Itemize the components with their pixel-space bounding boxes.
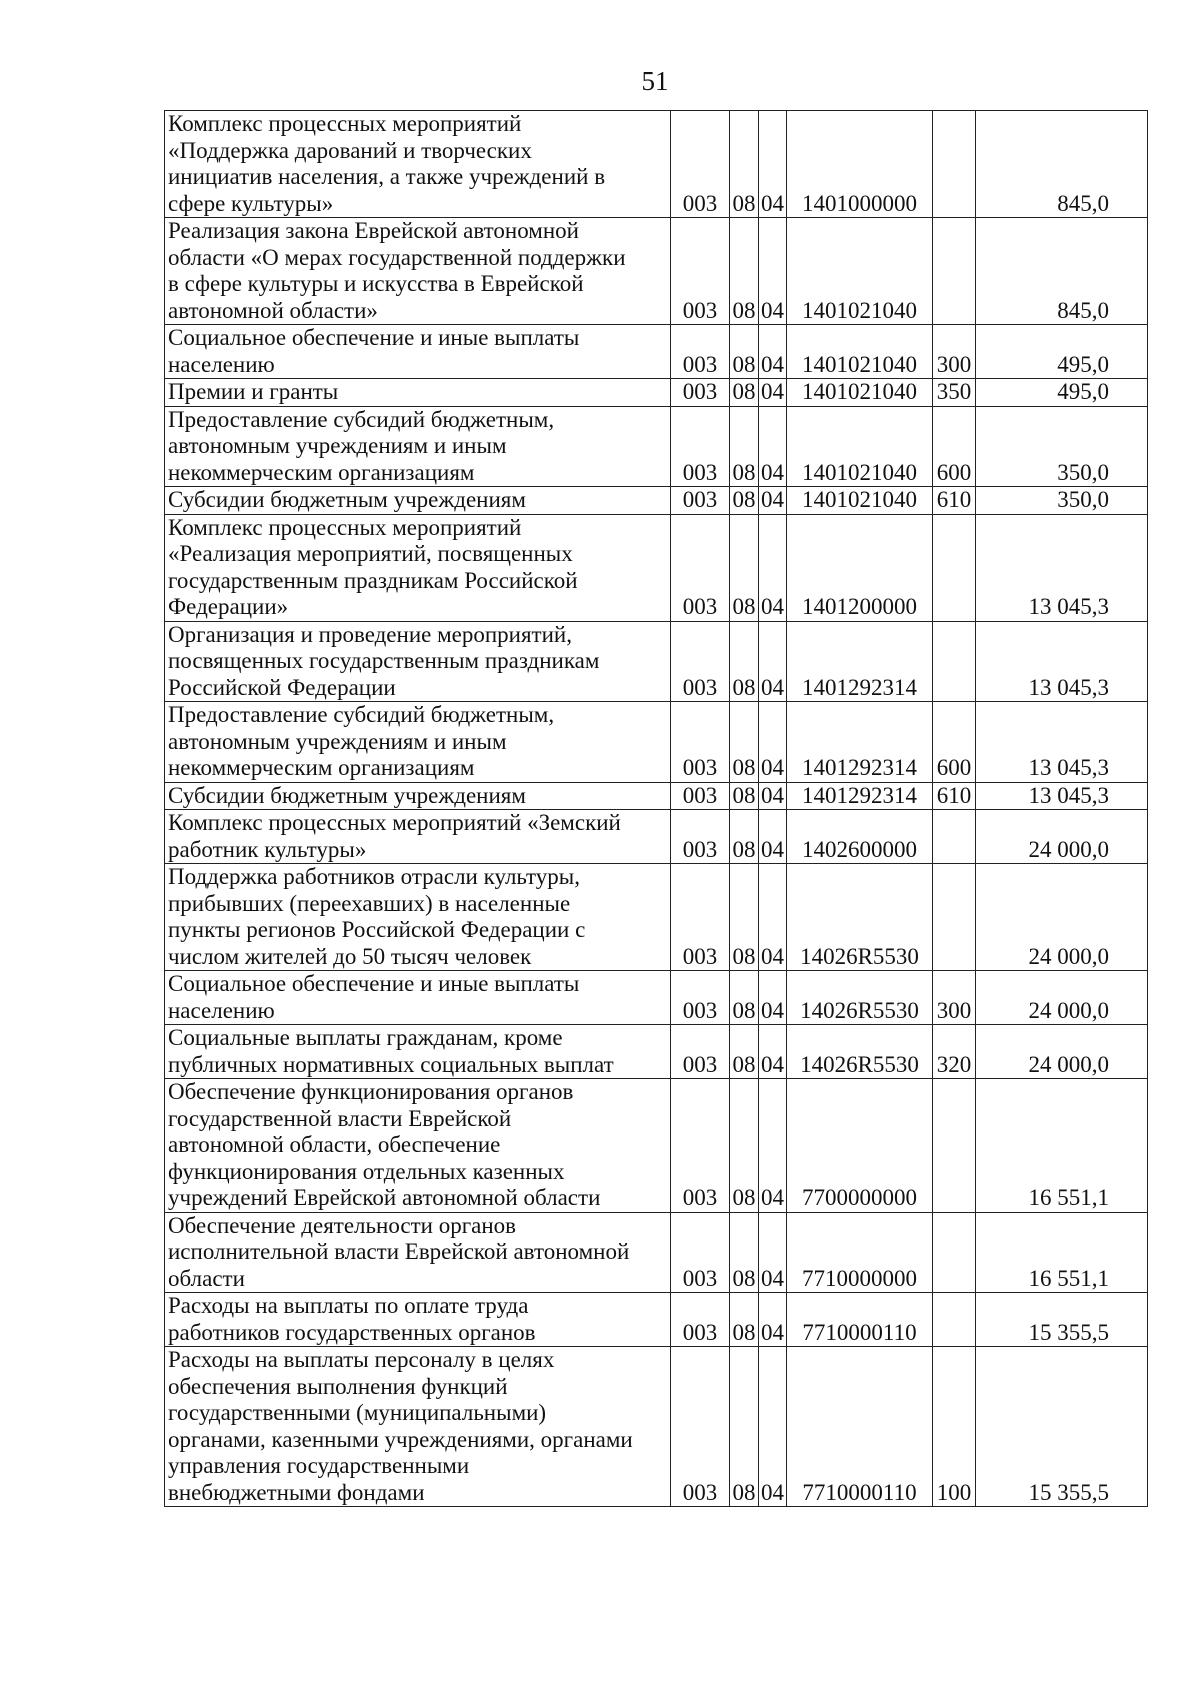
row-name: Социальные выплаты гражданам, кроме публичных нормативных социальных выплат (165, 1025, 671, 1079)
row-name: Предоставление субсидий бюджетным, автономным учреждениям и иным некоммерческим организациям (165, 406, 671, 487)
section-code: 08 (730, 810, 759, 864)
expense-type (933, 218, 976, 325)
subsection-code: 04 (759, 810, 787, 864)
section-code: 08 (730, 971, 759, 1025)
row-name: Комплекс процессных мероприятий «Реализация мероприятий, посвященных государственным праздникам Российской Федерации» (165, 514, 671, 621)
ministry-code: 003 (671, 1293, 730, 1347)
row-name: Социальное обеспечение и иные выплаты населению (165, 325, 671, 379)
section-code: 08 (730, 487, 759, 515)
subsection-code: 04 (759, 514, 787, 621)
amount: 495,0 (976, 379, 1148, 407)
amount: 16 551,1 (976, 1212, 1148, 1293)
amount: 350,0 (976, 487, 1148, 515)
section-code: 08 (730, 325, 759, 379)
target-article: 7710000110 (787, 1347, 933, 1507)
row-name: Обеспечение деятельности органов исполнительной власти Еврейской автономной области (165, 1212, 671, 1293)
section-code: 08 (730, 379, 759, 407)
amount: 16 551,1 (976, 1079, 1148, 1213)
section-code: 08 (730, 782, 759, 810)
amount: 350,0 (976, 406, 1148, 487)
row-name: Расходы на выплаты по оплате труда работников государственных органов (165, 1293, 671, 1347)
section-code: 08 (730, 218, 759, 325)
section-code: 08 (730, 111, 759, 218)
ministry-code: 003 (671, 379, 730, 407)
subsection-code: 04 (759, 621, 787, 702)
expense-type: 300 (933, 325, 976, 379)
row-name: Социальное обеспечение и иные выплаты населению (165, 971, 671, 1025)
amount: 15 355,5 (976, 1293, 1148, 1347)
expense-type (933, 1293, 976, 1347)
subsection-code: 04 (759, 702, 787, 783)
target-article: 14026R5530 (787, 971, 933, 1025)
subsection-code: 04 (759, 111, 787, 218)
row-name: Обеспечение функционирования органов государственной власти Еврейской автономной области, обеспечение функционирования отдельных казенных учреждений Еврейской автономной области (165, 1079, 671, 1213)
section-code: 08 (730, 864, 759, 971)
target-article: 1401021040 (787, 218, 933, 325)
table-body (165, 111, 1148, 1507)
amount: 15 355,5 (976, 1347, 1148, 1507)
ministry-code: 003 (671, 810, 730, 864)
ministry-code: 003 (671, 325, 730, 379)
target-article: 14026R5530 (787, 864, 933, 971)
section-code: 08 (730, 1079, 759, 1213)
ministry-code: 003 (671, 864, 730, 971)
ministry-code: 003 (671, 487, 730, 515)
table-row (165, 111, 1148, 218)
ministry-code: 003 (671, 218, 730, 325)
row-name: Расходы на выплаты персоналу в целях обеспечения выполнения функций государственными (муниципальными) органами, казенными учреждениями, органами управления государственными внебюджетными фондами (165, 1347, 671, 1507)
row-name: Реализация закона Еврейской автономной области «О мерах государственной поддержки в сфере культуры и искусства в Еврейской автономной области» (165, 218, 671, 325)
subsection-code: 04 (759, 782, 787, 810)
target-article: 1401292314 (787, 621, 933, 702)
target-article: 1401021040 (787, 379, 933, 407)
table-row (165, 810, 1148, 864)
table-row (165, 971, 1148, 1025)
row-name: Премии и гранты (165, 379, 671, 407)
table-row (165, 1025, 1148, 1079)
expense-type: 100 (933, 1347, 976, 1507)
subsection-code: 04 (759, 971, 787, 1025)
target-article: 1401200000 (787, 514, 933, 621)
subsection-code: 04 (759, 379, 787, 407)
target-article: 1401021040 (787, 406, 933, 487)
amount: 13 045,3 (976, 514, 1148, 621)
expense-type (933, 864, 976, 971)
target-article: 7700000000 (787, 1079, 933, 1213)
subsection-code: 04 (759, 487, 787, 515)
row-name: Поддержка работников отрасли культуры, прибывших (переехавших) в населенные пункты регионов Российской Федерации с числом жителей до 50 тысяч человек (165, 864, 671, 971)
table-row (165, 702, 1148, 783)
row-name: Субсидии бюджетным учреждениям (165, 782, 671, 810)
page-number: 51 (641, 66, 669, 96)
ministry-code: 003 (671, 971, 730, 1025)
section-code: 08 (730, 1347, 759, 1507)
target-article: 1401292314 (787, 702, 933, 783)
expense-type (933, 810, 976, 864)
section-code: 08 (730, 1025, 759, 1079)
ministry-code: 003 (671, 406, 730, 487)
target-article: 1401000000 (787, 111, 933, 218)
row-name: Предоставление субсидий бюджетным, автономным учреждениям и иным некоммерческим организациям (165, 702, 671, 783)
ministry-code: 003 (671, 111, 730, 218)
expense-type (933, 111, 976, 218)
expense-type (933, 1079, 976, 1213)
table-row (165, 406, 1148, 487)
row-name: Комплекс процессных мероприятий «Поддержка дарований и творческих инициатив населения, а также учреждений в сфере культуры» (165, 111, 671, 218)
table-row (165, 487, 1148, 515)
ministry-code: 003 (671, 1079, 730, 1213)
subsection-code: 04 (759, 1025, 787, 1079)
table-row (165, 864, 1148, 971)
expense-type: 350 (933, 379, 976, 407)
ministry-code: 003 (671, 1347, 730, 1507)
table-row (165, 1079, 1148, 1213)
table-row (165, 218, 1148, 325)
section-code: 08 (730, 406, 759, 487)
section-code: 08 (730, 1212, 759, 1293)
expense-type: 600 (933, 702, 976, 783)
expense-type (933, 1212, 976, 1293)
section-code: 08 (730, 1293, 759, 1347)
expense-type: 320 (933, 1025, 976, 1079)
section-code: 08 (730, 702, 759, 783)
subsection-code: 04 (759, 864, 787, 971)
section-code: 08 (730, 514, 759, 621)
amount: 845,0 (976, 218, 1148, 325)
expense-type: 610 (933, 782, 976, 810)
subsection-code: 04 (759, 1293, 787, 1347)
expense-type (933, 621, 976, 702)
amount: 24 000,0 (976, 864, 1148, 971)
subsection-code: 04 (759, 218, 787, 325)
ministry-code: 003 (671, 702, 730, 783)
section-code: 08 (730, 621, 759, 702)
table-row (165, 514, 1148, 621)
table-row (165, 621, 1148, 702)
subsection-code: 04 (759, 1079, 787, 1213)
subsection-code: 04 (759, 1347, 787, 1507)
table-row (165, 379, 1148, 407)
subsection-code: 04 (759, 325, 787, 379)
amount: 845,0 (976, 111, 1148, 218)
subsection-code: 04 (759, 406, 787, 487)
expense-type (933, 514, 976, 621)
row-name: Организация и проведение мероприятий, посвященных государственным праздникам Российской Федерации (165, 621, 671, 702)
expense-type: 610 (933, 487, 976, 515)
table-row (165, 325, 1148, 379)
amount: 24 000,0 (976, 1025, 1148, 1079)
table-row (165, 1347, 1148, 1507)
target-article: 1401021040 (787, 325, 933, 379)
budget-table (164, 110, 1148, 1507)
ministry-code: 003 (671, 782, 730, 810)
amount: 24 000,0 (976, 971, 1148, 1025)
table-row (165, 1212, 1148, 1293)
amount: 24 000,0 (976, 810, 1148, 864)
target-article: 14026R5530 (787, 1025, 933, 1079)
target-article: 1401021040 (787, 487, 933, 515)
ministry-code: 003 (671, 1212, 730, 1293)
amount: 495,0 (976, 325, 1148, 379)
table-row (165, 782, 1148, 810)
ministry-code: 003 (671, 621, 730, 702)
expense-type: 300 (933, 971, 976, 1025)
table-row (165, 1293, 1148, 1347)
target-article: 1401292314 (787, 782, 933, 810)
ministry-code: 003 (671, 1025, 730, 1079)
expense-type: 600 (933, 406, 976, 487)
amount: 13 045,3 (976, 702, 1148, 783)
target-article: 1402600000 (787, 810, 933, 864)
target-article: 7710000110 (787, 1293, 933, 1347)
subsection-code: 04 (759, 1212, 787, 1293)
ministry-code: 003 (671, 514, 730, 621)
target-article: 7710000000 (787, 1212, 933, 1293)
amount: 13 045,3 (976, 621, 1148, 702)
row-name: Комплекс процессных мероприятий «Земский работник культуры» (165, 810, 671, 864)
row-name: Субсидии бюджетным учреждениям (165, 487, 671, 515)
amount: 13 045,3 (976, 782, 1148, 810)
